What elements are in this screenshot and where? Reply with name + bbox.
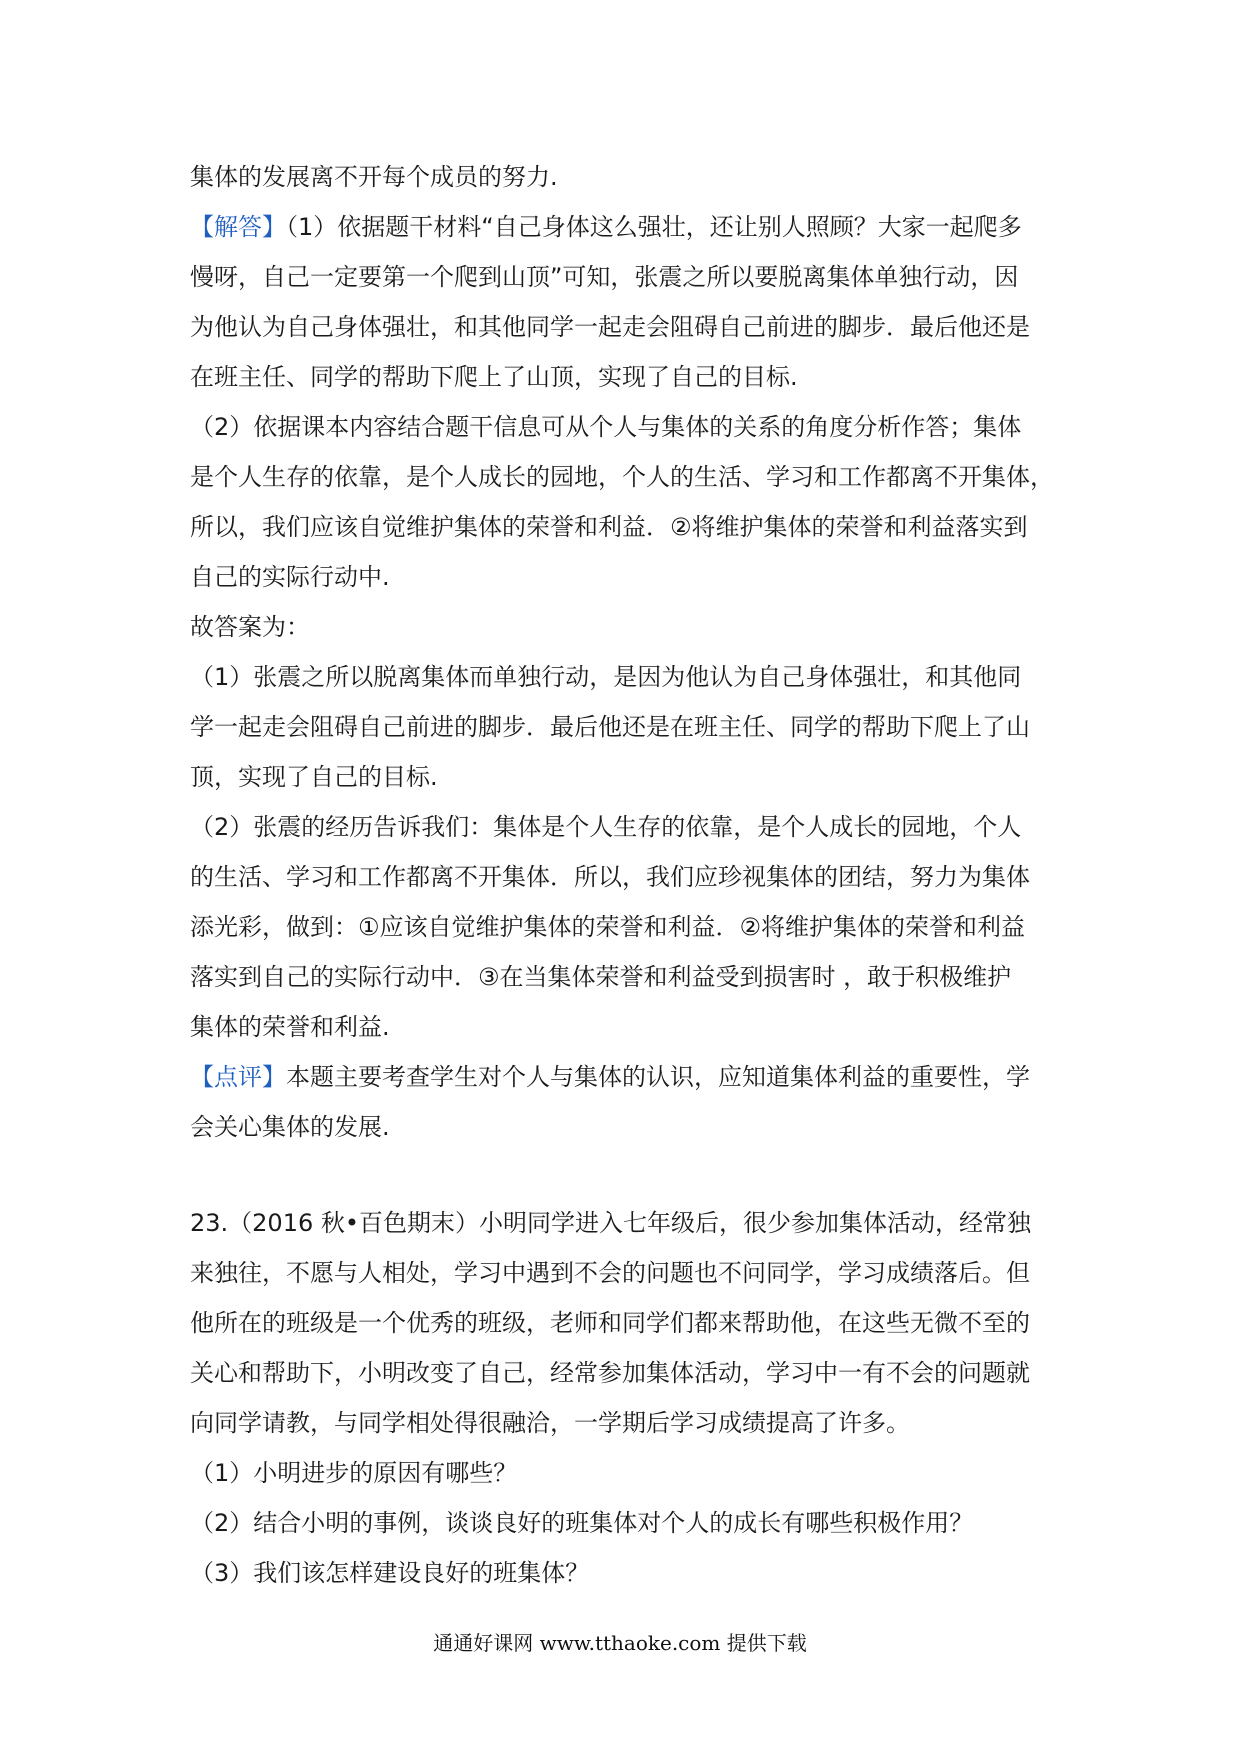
final-answer-line-3: 顶，实现了自己的目标. [190,763,438,791]
analysis-tail-line: 集体的发展离不开每个成员的努力. [190,163,558,191]
answer-line-4: 在班主任、同学的帮助下爬上了山顶，实现了自己的目标. [190,363,798,391]
answer-line-5: （2）依据课本内容结合题干信息可从个人与集体的关系的角度分析作答；集体 [190,413,1022,441]
final-answer-line-8: 集体的荣誉和利益. [190,1013,390,1041]
page-content [190,152,1060,1598]
answer-line-2: 慢呀，自己一定要第一个爬到山顶”可知，张震之所以要脱离集体单独行动，因 [190,263,1019,291]
answer-line-1 [190,202,1060,252]
final-answer-line-5: 的生活、学习和工作都离不开集体．所以，我们应珍视集体的团结，努力为集体 [190,863,1030,891]
final-answer-line-2: 学一起走会阻碍自己前进的脚步．最后他还是在班主任、同学的帮助下爬上了山 [190,713,1030,741]
question-23-sub-1: （1）小明进步的原因有哪些？ [190,1459,518,1487]
question-23-sub-3: （3）我们该怎样建设良好的班集体？ [190,1559,590,1587]
answer-text: （1）依据题干材料“自己身体这么强壮，还让别人照顾？大家一起爬多 [286,213,1022,241]
answer-line-3: 为他认为自己身体强壮，和其他同学一起走会阻碍自己前进的脚步．最后他还是 [190,313,1030,341]
answer-line-6: 是个人生存的依靠，是个人成长的园地，个人的生活、学习和工作都离不开集体， [190,463,1054,491]
question-23-sub-2: （2）结合小明的事例，谈谈良好的班集体对个人的成长有哪些积极作用？ [190,1509,974,1537]
page-footer: 通通好课网 www.tthaoke.com 提供下载 [433,1631,807,1655]
comment-tag: 【点评】 [190,1063,286,1091]
question-23-stem-line-3: 他所在的班级是一个优秀的班级，老师和同学们都来帮助他，在这些无微不至的 [190,1309,1030,1337]
question-23-stem-line-4: 关心和帮助下，小明改变了自己，经常参加集体活动，学习中一有不会的问题就 [190,1359,1030,1387]
answer-tag: 【解答】 [190,213,286,241]
final-answer-line-4: （2）张震的经历告诉我们：集体是个人生存的依靠，是个人成长的园地，个人 [190,813,1022,841]
final-answer-line-1: （1）张震之所以脱离集体而单独行动，是因为他认为自己身体强壮，和其他同 [190,663,1022,691]
answer-line-7: 所以，我们应该自觉维护集体的荣誉和利益．②将维护集体的荣誉和利益落实到 [190,513,1028,541]
section-spacer [190,1152,1060,1198]
conclusion-label: 故答案为： [190,613,310,641]
comment-line-2: 会关心集体的发展. [190,1113,390,1141]
question-23-stem-line-5: 向同学请教，与同学相处得很融洽，一学期后学习成绩提高了许多。 [190,1409,910,1437]
question-23-stem-line-1: 23.（2016 秋•百色期末）小明同学进入七年级后，很少参加集体活动，经常独 [190,1209,1032,1237]
question-23-stem-line-2: 来独往，不愿与人相处，学习中遇到不会的问题也不问同学，学习成绩落后。但 [190,1259,1030,1287]
comment-text: 本题主要考查学生对个人与集体的认识，应知道集体利益的重要性，学 [286,1063,1030,1091]
final-answer-line-7: 落实到自己的实际行动中．③在当集体荣誉和利益受到损害时 ，敢于积极维护 [190,963,1012,991]
answer-line-8: 自己的实际行动中. [190,563,390,591]
final-answer-line-6: 添光彩，做到：①应该自觉维护集体的荣誉和利益．②将维护集体的荣誉和利益 [190,913,1026,941]
comment-line-1 [190,1052,1060,1102]
